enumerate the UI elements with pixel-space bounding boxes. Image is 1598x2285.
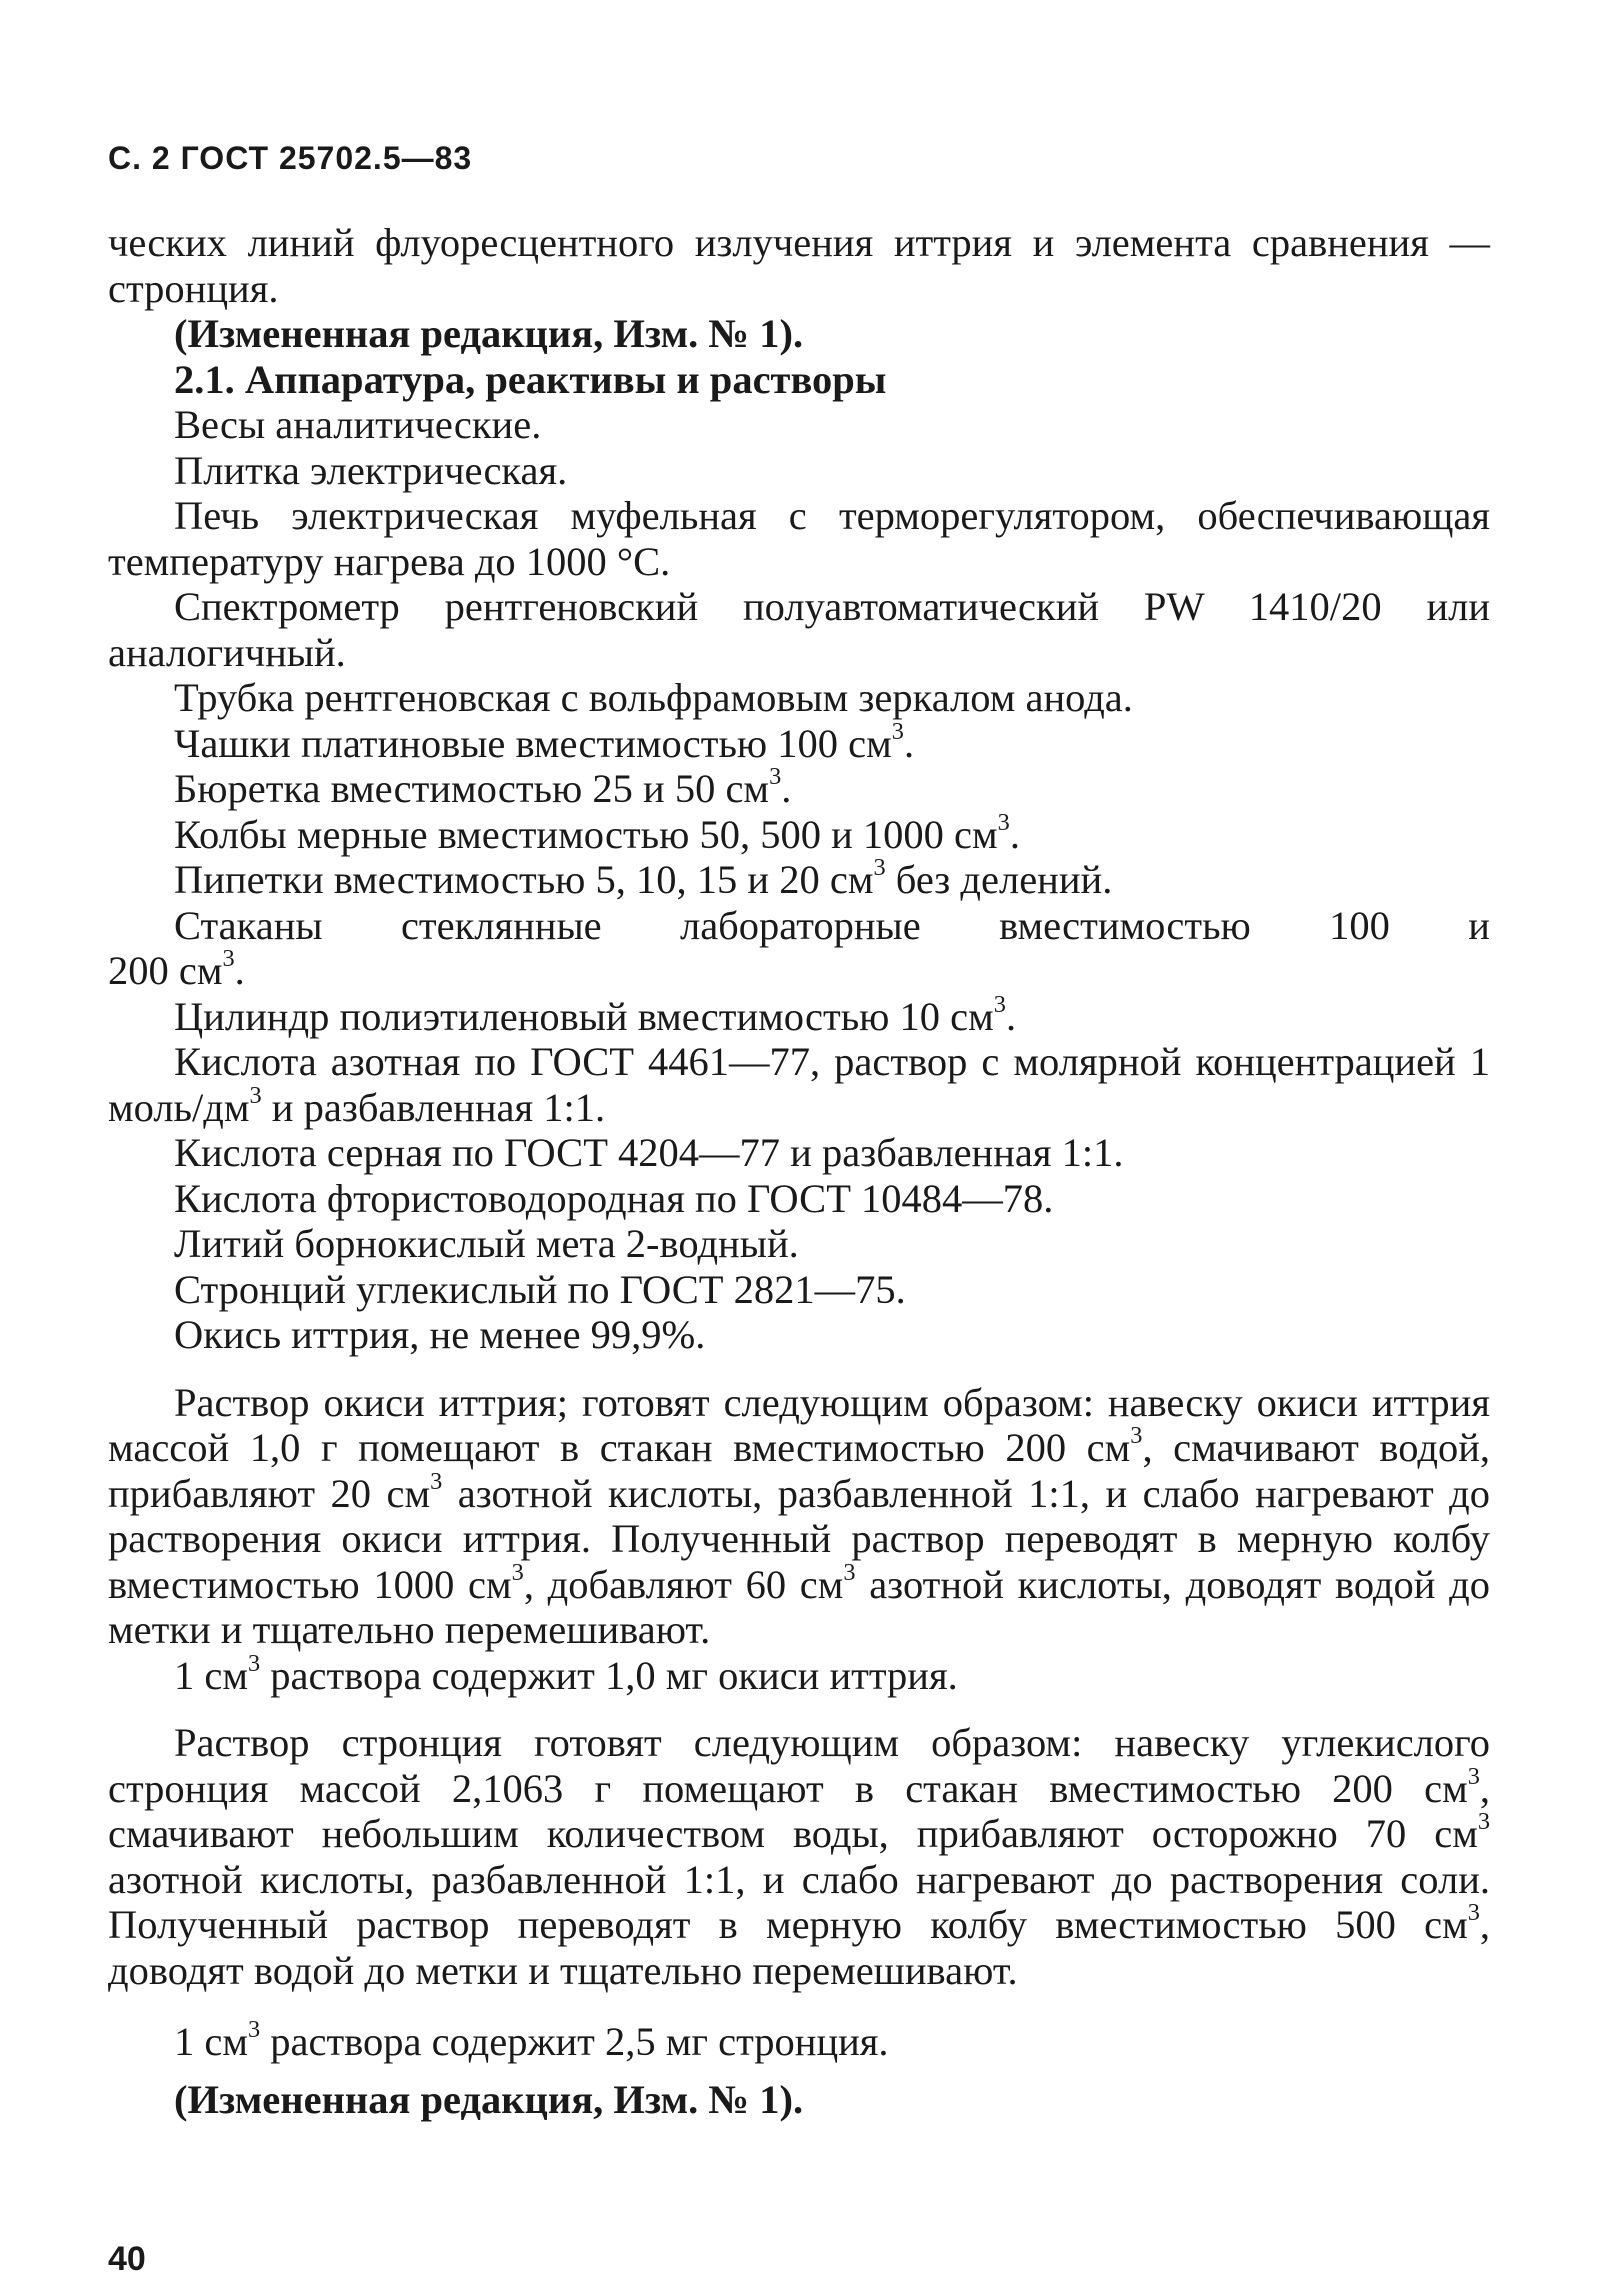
section-heading-2-1: 2.1. Аппаратура, реактивы и растворы xyxy=(174,356,887,402)
superscript: 3 xyxy=(1467,1898,1480,1926)
equipment-item: Спектрометр рентгеновский полуавтоматический PW 1410/20 или аналогичный. xyxy=(108,584,1490,675)
equipment-item xyxy=(108,903,1490,994)
yttrium-solution-procedure xyxy=(108,1380,1490,1653)
word: лабораторные xyxy=(680,902,921,948)
justified-line xyxy=(108,903,1490,949)
text-segment: , смачивают водой, прибавляют 20 см xyxy=(108,1425,1490,1516)
equipment-item xyxy=(108,762,1490,812)
equipment-item xyxy=(108,717,1490,767)
superscript: 3 xyxy=(222,944,235,972)
reagent-item: Кислота фтористоводородная по ГОСТ 10484—78. xyxy=(174,1175,1054,1221)
text-segment: раствора содержит 2,5 мг стронция. xyxy=(260,2019,889,2064)
reagent-item: Литий борнокислый мета 2-водный. xyxy=(174,1221,799,1266)
strontium-concentration-note xyxy=(108,2015,1490,2065)
text-segment: азотной кислоты, разбавленной 1:1, и слабо нагревают до растворения соли. Полученный раствор переводят в мерную колбу вместимостью 500 см xyxy=(108,1856,1490,1947)
text-segment: , добавляют 60 см xyxy=(523,1561,844,1607)
document-page xyxy=(108,0,1490,2285)
item-text: Цилиндр полиэтиленовый вместимостью 10 см xyxy=(174,993,994,1039)
superscript: 3 xyxy=(1130,1421,1143,1449)
equipment-item: Плитка электрическая. xyxy=(174,447,568,493)
text-segment: азотной кислоты, разбавленной 1:1, и слабо нагревают до растворения окиси иттрия. Полученный раствор переводят в мерную колбу вместимостью 1000 см xyxy=(108,1470,1490,1607)
word: и xyxy=(1468,902,1490,948)
superscript: 3 xyxy=(997,808,1010,836)
period: . xyxy=(1005,993,1017,1039)
document-body xyxy=(108,220,1490,2122)
period: . xyxy=(903,720,915,766)
text-segment: 1 см xyxy=(174,1652,248,1698)
word: 100 xyxy=(1329,902,1390,948)
word: стеклянные xyxy=(400,902,602,948)
yttrium-concentration-note xyxy=(108,1649,1490,1699)
item-text: Чашки платиновые вместимостью 100 см xyxy=(174,720,892,766)
superscript: 3 xyxy=(247,1649,261,1677)
amendment-note: (Измененная редакция, Изм. № 1). xyxy=(174,2076,804,2122)
superscript: 3 xyxy=(843,1558,856,1586)
text-segment: раствора содержит 1,0 мг окиси иттрия. xyxy=(260,1652,958,1698)
reagent-item: Стронций углекислый по ГОСТ 2821—75. xyxy=(174,1266,906,1312)
superscript: 3 xyxy=(247,2015,261,2043)
word: вместимостью xyxy=(999,902,1251,948)
superscript: 3 xyxy=(1477,1807,1490,1835)
text-segment: , смачивают небольшим количеством воды, прибавляют осторожно 70 см xyxy=(108,1765,1490,1856)
paragraph-continuation: ческих линий флуоресцентного излучения иттрия и элемента сравнения — стронция. xyxy=(108,220,1490,311)
superscript: 3 xyxy=(1467,1762,1480,1790)
text-segment: азотной кислоты, доводят водой до метки и тщательно перемешивают. xyxy=(108,1561,1490,1652)
reagent-item xyxy=(108,1039,1490,1130)
item-text-tail: и разбавленная 1:1. xyxy=(261,1084,606,1130)
text-segment: Раствор стронция готовят следующим образом: навеску углекислого стронция массой 2,1063 г помещают в стакан вместимостью 200 см xyxy=(108,1720,1490,1811)
page-header: С. 2 ГОСТ 25702.5—83 xyxy=(108,140,473,176)
item-text: 200 см xyxy=(108,948,223,993)
superscript: 3 xyxy=(249,1081,262,1109)
text-segment: 1 см xyxy=(174,2019,248,2064)
equipment-item: Трубка рентгеновская с вольфрамовым зеркалом анода. xyxy=(174,675,1133,720)
item-text-tail: без делений. xyxy=(885,857,1113,902)
superscript: 3 xyxy=(891,717,904,745)
item-text: Кислота азотная по ГОСТ 4461—77, раствор с молярной концентрацией 1 моль/дм xyxy=(108,1039,1490,1130)
period: . xyxy=(234,948,245,993)
item-text: Бюретка вместимостью 25 и 50 см xyxy=(174,766,770,811)
period: . xyxy=(781,766,792,811)
superscript: 3 xyxy=(511,1558,524,1586)
equipment-item xyxy=(108,853,1490,903)
strontium-solution-procedure xyxy=(108,1720,1490,1993)
equipment-item xyxy=(108,990,1490,1040)
item-text: Пипетки вместимостью 5, 10, 15 и 20 см xyxy=(174,857,874,902)
word: Стаканы xyxy=(174,902,323,948)
reagent-item: Кислота серная по ГОСТ 4204—77 и разбавленная 1:1. xyxy=(174,1130,1124,1175)
equipment-item xyxy=(108,808,1490,858)
reagent-item: Окись иттрия, не менее 99,9%. xyxy=(174,1312,706,1357)
superscript: 3 xyxy=(873,853,886,881)
item-text: Колбы мерные вместимостью 50, 500 и 1000 см xyxy=(174,811,998,857)
text-segment: , доводят водой до метки и тщательно перемешивают. xyxy=(108,1902,1490,1993)
page-number: 40 xyxy=(108,2240,146,2278)
amendment-note: (Измененная редакция, Изм. № 1). xyxy=(174,311,804,356)
period: . xyxy=(1009,811,1020,857)
equipment-item: Весы аналитические. xyxy=(174,402,542,447)
text-segment: Раствор окиси иттрия; готовят следующим образом: навеску окиси иттрия массой 1,0 г помещают в стакан вместимостью 200 см xyxy=(108,1379,1490,1470)
superscript: 3 xyxy=(769,762,782,790)
equipment-item: Печь электрическая муфельная с терморегулятором, обеспечивающая температуру нагрева до 1000 °С. xyxy=(108,493,1490,584)
continuation-line xyxy=(108,944,1490,994)
superscript: 3 xyxy=(993,990,1006,1018)
superscript: 3 xyxy=(430,1467,443,1495)
